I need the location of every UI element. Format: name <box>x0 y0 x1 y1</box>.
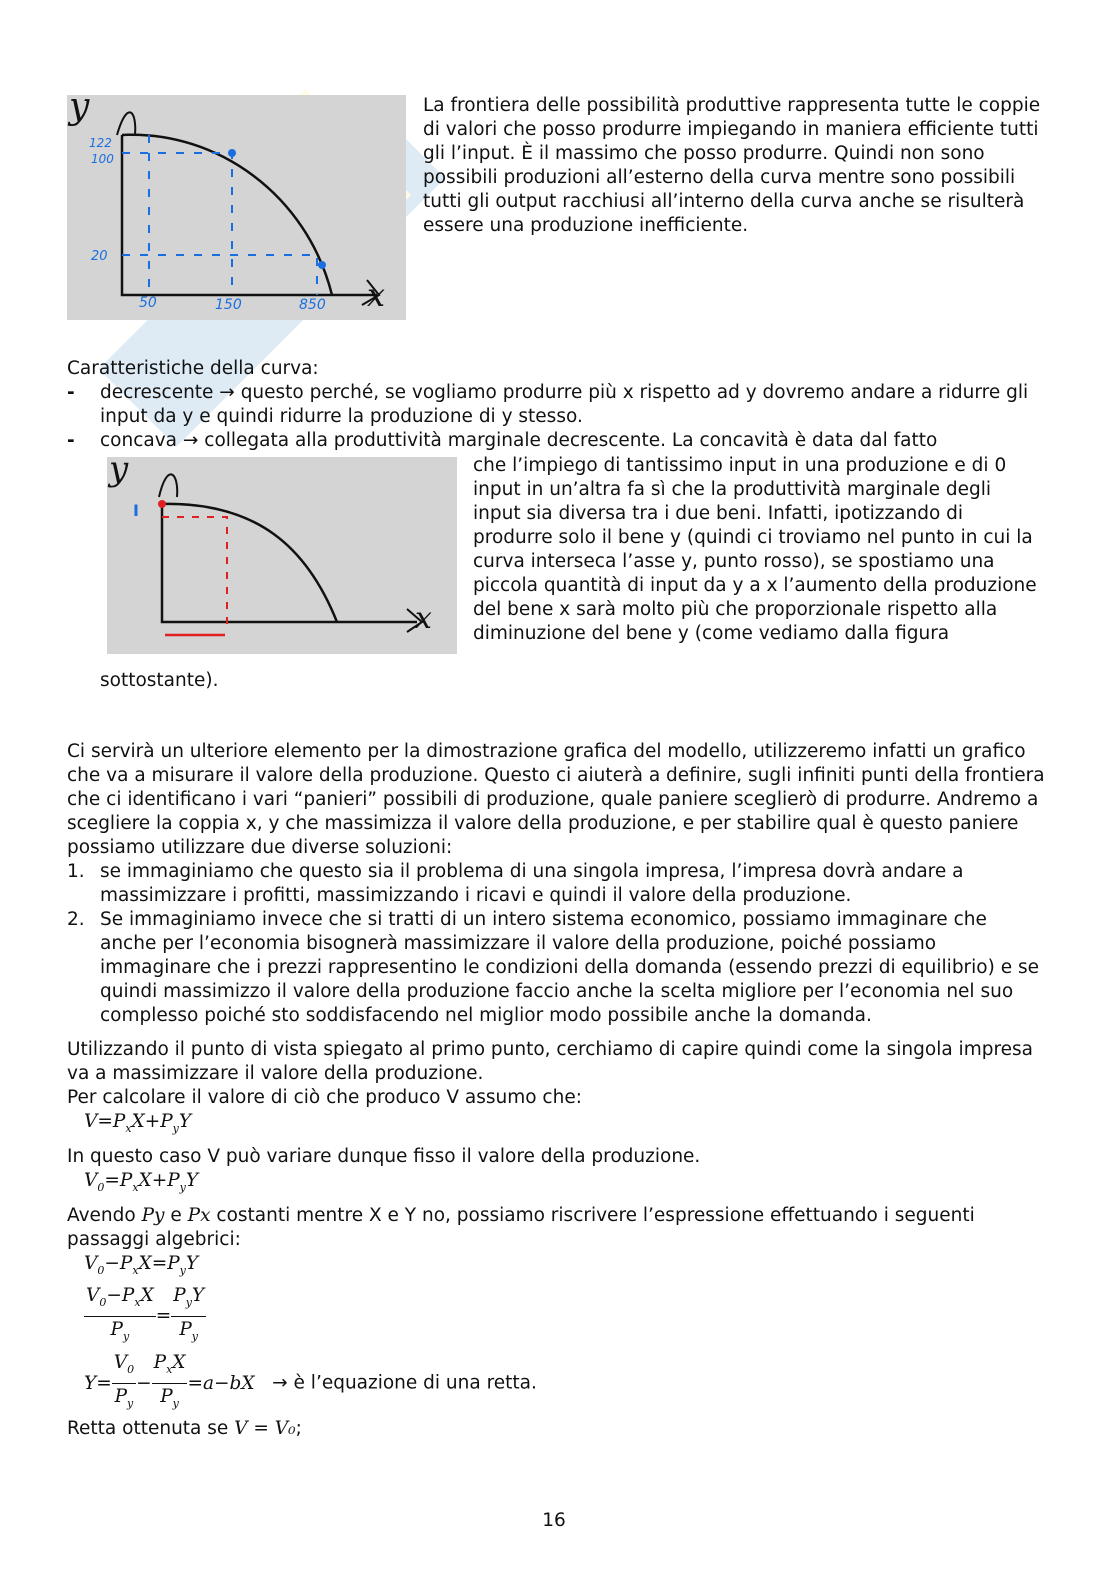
solutions-list <box>67 860 1047 1028</box>
text: ; <box>295 1418 302 1439</box>
math-px: Px <box>187 1205 211 1226</box>
math-v-equals-v0: V = V₀ <box>234 1418 296 1439</box>
x-axis-label: x <box>367 276 386 314</box>
equation-step-2: $\frac{V_0-P_xX}{P_y}$ = $\frac{P_yY}{P_y}$ <box>86 1285 205 1343</box>
list-text: se immaginiamo che questo sia il problema di una singola impresa, l’impresa dovrà andare a massimizzare i profitti, massimizzando i ricavi e quindi il valore della produzione. <box>100 861 964 906</box>
equation-step-1: $V_0-P_xX=P_yY$ <box>84 1253 199 1277</box>
paragraph: Ci servirà un ulteriore elemento per la dimostrazione grafica del modello, utilizzeremo infatti un grafico che va a misurare il valore della produzione. Questo ci aiuterà a definire, sugli infiniti punti della frontiera che ci identificano i vari “panieri” possibili di produzione, quale paniere sceglierò di produrre. Andremo a scegliere la coppia x, y che massimizza il valore della produzione, e per stabilire qual è questo paniere possiamo utilizzare due diverse soluzioni: <box>67 741 1045 858</box>
text: e <box>164 1205 188 1226</box>
concavity-sketch <box>107 449 457 654</box>
y-tick: 20 <box>91 249 108 264</box>
math-py: Py <box>141 1205 165 1226</box>
page-number: 16 <box>542 1510 566 1531</box>
y-tick: 122 <box>89 136 112 150</box>
characteristics-list <box>67 381 1047 453</box>
paragraph: Per calcolare il valore di ciò che produco V assumo che: <box>67 1087 582 1108</box>
ppf-figure-1 <box>67 86 406 320</box>
concavity-tail: sottostante). <box>100 670 219 691</box>
intro-paragraph: La frontiera delle possibilità produttive rappresenta tutte le coppie di valori che posso produrre impiegando in maniera efficiente tutti gli l’input. È il massimo che posso produrre. Quindi non sono possibili produzioni all’esterno della curva mentre sono possibili tutti gli output racchiusi all’interno della curva anche se risulterà essere una produzione inefficiente. <box>423 95 1041 236</box>
x-tick: 850 <box>299 297 326 313</box>
x-axis-label: x <box>415 601 432 636</box>
x-tick: 50 <box>139 295 157 311</box>
equation-value: $V=P_xX+P_yY$ <box>84 1111 192 1135</box>
text: costanti mentre X e Y no, possiamo riscrivere l’espressione effettuando i seguenti passaggi algebrici: <box>67 1205 975 1250</box>
list-number: 2. <box>67 909 85 930</box>
y-axis-label: y <box>109 449 129 489</box>
list-item: - concava → collegata alla produttività marginale decrescente. La concavità è data dal fatto <box>67 429 1047 453</box>
paragraph: In questo caso V può variare dunque fisso il valore della produzione. <box>67 1146 701 1167</box>
list-item: - decrescente → questo perché, se vogliamo produrre più x rispetto ad y dovremo andare a ridurre gli input da y e quindi ridurre la produzione di y stesso. <box>67 381 1047 429</box>
y-axis-label: y <box>69 86 90 127</box>
x-tick: 150 <box>215 297 242 313</box>
paragraph <box>67 1417 1047 1441</box>
paragraph <box>67 1204 1047 1252</box>
y-tick: 100 <box>91 152 114 166</box>
list-text: Se immaginiamo invece che si tratti di un intero sistema economico, possiamo immaginare che anche per l’economia bisognerà massimizzare il valore della produzione, poiché possiamo immaginare che i prezzi rappresentino le condizioni della domanda (essendo prezzi di equilibrio) e se quindi massimizzo il valore della produzione faccio anche la scelta migliore per l’economia nel suo complesso poiché sto soddisfacendo nel miglior modo possibile anche la domanda. <box>100 909 1040 1026</box>
equation-fixed-value: $V_0=P_xX+P_yY$ <box>84 1170 199 1194</box>
list-number: 1. <box>67 861 85 882</box>
equation-step-3: Y= $\frac{V_0}{P_y}$ − $\frac{P_xX}{P_y}$ =a−bX → è l’equazione di una retta. <box>84 1352 537 1410</box>
characteristics-heading: Caratteristiche della curva: <box>67 358 319 379</box>
ppf-figure-2 <box>107 449 457 654</box>
list-item <box>67 908 1047 1028</box>
ppf-sketch <box>67 86 406 320</box>
concavity-explanation: che l’impiego di tantissimo input in una produzione e di 0 input in un’altra fa sì che la produttività marginale degli input sia diversa tra i due beni. Infatti, ipotizzando di produrre solo il bene y (quindi ci troviamo nel punto in cui la curva interseca l’asse y, punto rosso), se spostiamo una piccola quantità di input da y a x l’aumento della produzione del bene x sarà molto più che proporzionale rispetto alla diminuzione del bene y (come vediamo dalla figura <box>473 455 1037 644</box>
text: Avendo <box>67 1205 142 1226</box>
marker-label: I <box>133 501 139 520</box>
equation-note: → è l’equazione di una retta. <box>272 1372 537 1394</box>
text: Retta ottenuta se <box>67 1418 235 1439</box>
paragraph: Utilizzando il punto di vista spiegato al primo punto, cerchiamo di capire quindi come la singola impresa va a massimizzare il valore della produzione. <box>67 1039 1034 1084</box>
list-item <box>67 860 1047 908</box>
